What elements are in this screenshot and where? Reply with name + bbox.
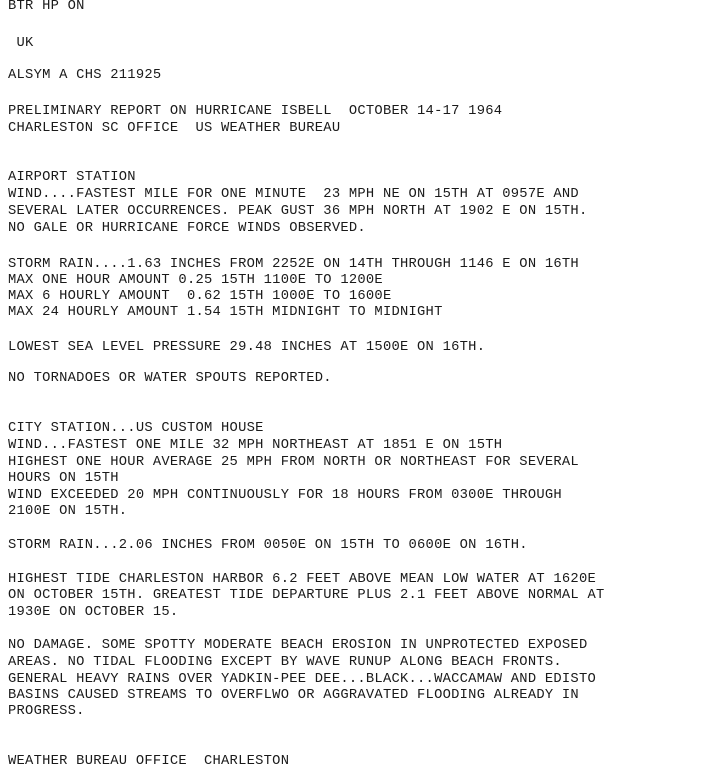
damage-line: NO DAMAGE. SOME SPOTTY MODERATE BEACH EROSION IN UNPROTECTED EXPOSED <box>8 637 588 653</box>
city-wind-line: HOURS ON 15TH <box>8 470 119 486</box>
airport-wind-line: SEVERAL LATER OCCURRENCES. PEAK GUST 36 MPH NORTH AT 1902 E ON 15TH. <box>8 203 588 219</box>
header-line-alsym: ALSYM A CHS 211925 <box>8 67 162 83</box>
damage-line: PROGRESS. <box>8 703 85 719</box>
signature: WEATHER BUREAU OFFICE CHARLESTON <box>8 753 290 769</box>
report-office: CHARLESTON SC OFFICE US WEATHER BUREAU <box>8 120 341 136</box>
report-title: PRELIMINARY REPORT ON HURRICANE ISBELL OCTOBER 14-17 1964 <box>8 103 503 119</box>
city-rain: STORM RAIN...2.06 INCHES FROM 0050E ON 15TH TO 0600E ON 16TH. <box>8 537 528 553</box>
airport-wind-line: NO GALE OR HURRICANE FORCE WINDS OBSERVED. <box>8 220 366 236</box>
airport-heading: AIRPORT STATION <box>8 169 136 185</box>
header-line-routing: BTR HP ON <box>8 0 85 14</box>
airport-rain-line: MAX 6 HOURLY AMOUNT 0.62 15TH 1000E TO 1600E <box>8 288 392 304</box>
city-wind-line: 2100E ON 15TH. <box>8 503 128 519</box>
damage-line: GENERAL HEAVY RAINS OVER YADKIN-PEE DEE...BLACK...WACCAMAW AND EDISTO <box>8 671 596 687</box>
city-wind-line: HIGHEST ONE HOUR AVERAGE 25 MPH FROM NORTH OR NORTHEAST FOR SEVERAL <box>8 454 579 470</box>
airport-pressure: LOWEST SEA LEVEL PRESSURE 29.48 INCHES AT 1500E ON 16TH. <box>8 339 486 355</box>
city-tide-line: 1930E ON OCTOBER 15. <box>8 604 179 620</box>
airport-tornadoes: NO TORNADOES OR WATER SPOUTS REPORTED. <box>8 370 332 386</box>
airport-wind-line: WIND....FASTEST MILE FOR ONE MINUTE 23 MPH NE ON 15TH AT 0957E AND <box>8 186 579 202</box>
airport-rain-line: MAX ONE HOUR AMOUNT 0.25 15TH 1100E TO 1200E <box>8 272 383 288</box>
header-line-uk: UK <box>8 35 34 51</box>
airport-rain-line: STORM RAIN....1.63 INCHES FROM 2252E ON 14TH THROUGH 1146 E ON 16TH <box>8 256 579 272</box>
city-wind-line: CITY STATION...US CUSTOM HOUSE <box>8 420 264 436</box>
damage-line: BASINS CAUSED STREAMS TO OVERFLWO OR AGGRAVATED FLOODING ALREADY IN <box>8 687 579 703</box>
city-tide-line: ON OCTOBER 15TH. GREATEST TIDE DEPARTURE PLUS 2.1 FEET ABOVE NORMAL AT <box>8 587 605 603</box>
damage-line: AREAS. NO TIDAL FLOODING EXCEPT BY WAVE RUNUP ALONG BEACH FRONTS. <box>8 654 562 670</box>
city-tide-line: HIGHEST TIDE CHARLESTON HARBOR 6.2 FEET ABOVE MEAN LOW WATER AT 1620E <box>8 571 596 587</box>
city-wind-line: WIND EXCEEDED 20 MPH CONTINUOUSLY FOR 18 HOURS FROM 0300E THROUGH <box>8 487 562 503</box>
airport-rain-line: MAX 24 HOURLY AMOUNT 1.54 15TH MIDNIGHT TO MIDNIGHT <box>8 304 443 320</box>
city-wind-line: WIND...FASTEST ONE MILE 32 MPH NORTHEAST AT 1851 E ON 15TH <box>8 437 503 453</box>
